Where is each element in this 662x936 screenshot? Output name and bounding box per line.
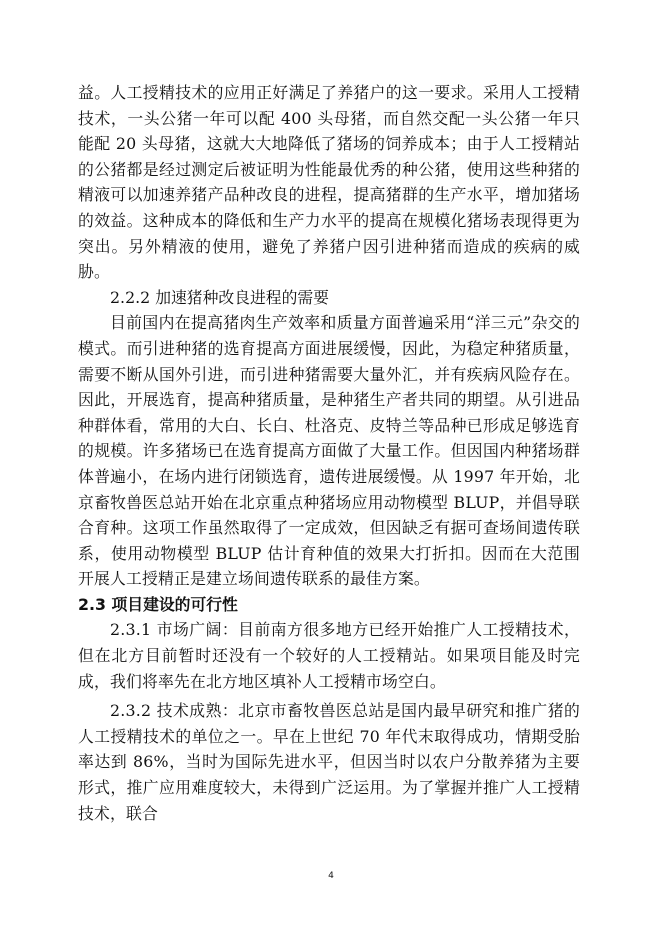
paragraph-market: 2.3.1 市场广阔：目前南方很多地方已经开始推广人工授精技术，但在北方目前暂时还没有一个较好的人工授精站。如果项目能及时完成，我们将率先在北方地区填补人工授精市场空白。: [78, 620, 580, 691]
subheading-2-2-2: 2.2.2 加速猪种改良进程的需要: [110, 287, 329, 307]
paragraph-cost-benefit: 益。人工授精技术的应用正好满足了养猪户的这一要求。采用人工授精技术，一头公猪一年可以配 400 头母猪，而自然交配一头公猪一年只能配 20 头母猪，这就大大地降低了猪场的饲养成本；由于人工授精站的公猪都是经过测定后被证明为性能最优秀的种公猪，使用这些种猪的精液可以加速养猪产品种改良的进程，提高猪群的生产水平，增加猪场的效益。这种成本的降低和生产力水平的提高在规模化猪场表现得更为突出。另外精液的使用，避免了养猪户因引进种猪而造成的疾病的威胁。: [78, 83, 580, 282]
document-body: [78, 80, 580, 826]
section-heading-2-3: 2.3 项目建设的可行性: [78, 594, 238, 614]
paragraph-breed-improvement: 目前国内在提高猪肉生产效率和质量方面普遍采用“洋三元”杂交的模式。而引进种猪的选育提高方面进展缓慢，因此，为稳定种猪质量，需要不断从国外引进，而引进种猪需要大量外汇，并有疾病风险存在。因此，开展选育，提高种猪质量，是种猪生产者共同的期望。从引进品种群体看，常用的大白、长白、杜洛克、皮特兰等品种已形成足够选育的规模。许多猪场已在选育提高方面做了大量工作。但因国内种猪场群体普遍小，在场内进行闭锁选育，遗传进展缓慢。从 1997 年开始，北京畜牧兽医总站开始在北京重点种猪场应用动物模型 BLUP，并倡导联合育种。这项工作虽然取得了一定成效，但因缺乏有据可查场间遗传联系，使用动物模型 BLUP 估计育种值的效果大打折扣。因而在大范围开展人工授精正是建立场间遗传联系的最佳方案。: [78, 313, 580, 589]
page-number: 4: [328, 871, 334, 881]
paragraph-technology: 2.3.2 技术成熟：北京市畜牧兽医总站是国内最早研究和推广猪的人工授精技术的单位之一。早在上世纪 70 年代末取得成功，情期受胎率达到 86%，当时为国际先进水平，但因当时以农户分散养猪为主要形式，推广应用难度较大，未得到广泛运用。为了掌握并推广人工授精技术，联合: [78, 701, 580, 823]
